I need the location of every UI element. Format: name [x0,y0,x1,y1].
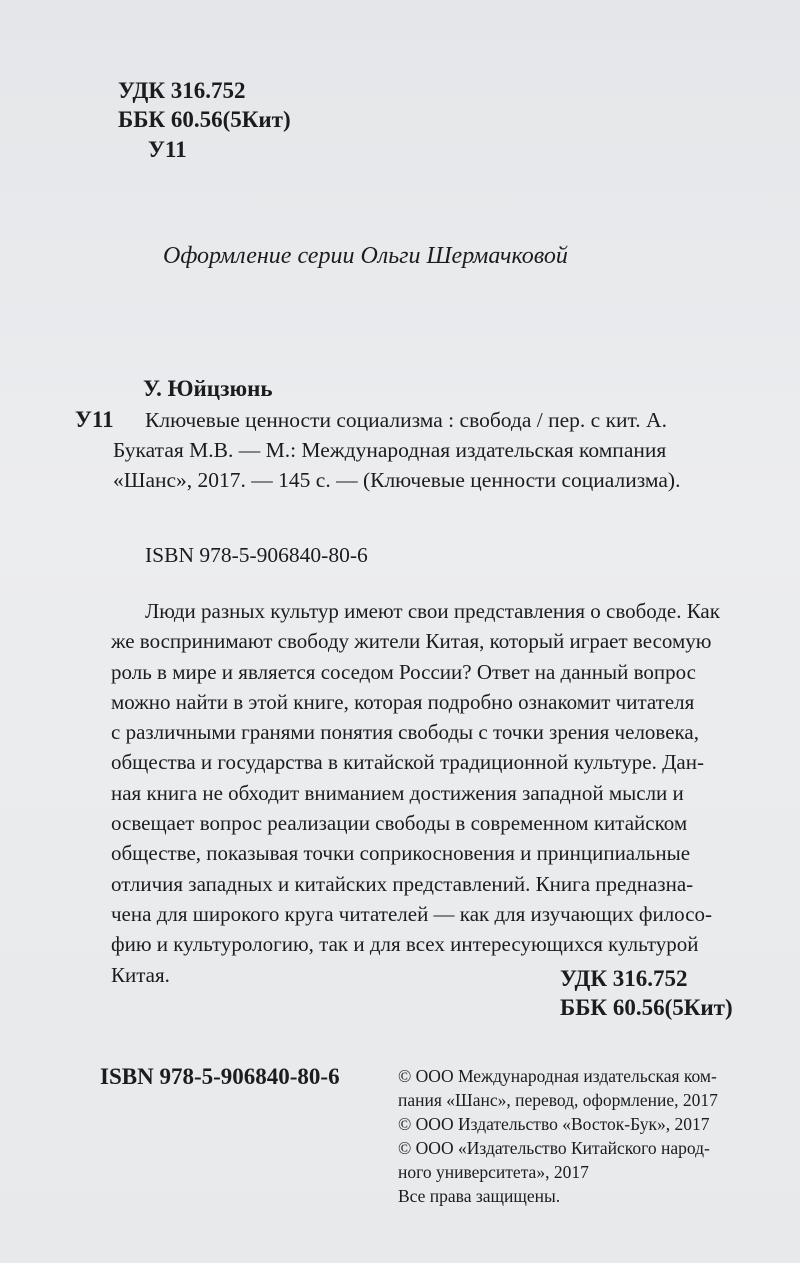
annotation-line: можно найти в этой книге, которая подробно ознакомит читателя [111,689,695,714]
copyright-line: Все права защищены. [398,1186,561,1206]
isbn-footer: ISBN 978-5-906840-80-6 [100,1064,340,1089]
annotation-line: Люди разных культур имеют свои представления о свободе. Как [145,599,720,623]
annotation-line: ная книга не обходит вниманием достижения западной мысли и [111,780,684,805]
author-mark-record: У11 [75,407,114,432]
annotation-line: фию и культурологию, так и для всех интересующихся культурой [111,932,699,957]
annotation-line: же воспринимают свободу жители Китая, который играет весомую [111,629,712,654]
copyright-line: © ООО «Издательство Китайского народ- [398,1138,710,1158]
udk-code-top: УДК 316.752 [118,78,246,103]
bbk-code-top: ББК 60.56(5Кит) [118,107,291,132]
annotation-paragraph [111,596,741,990]
copyright-line: ного университета», 2017 [398,1162,589,1182]
author-mark-top: У11 [148,137,187,162]
isbn-record: ISBN 978-5-906840-80-6 [145,543,368,567]
copyright-line: © ООО Международная издательская ком- [398,1066,717,1086]
copyright-line: © ООО Издательство «Восток-Бук», 2017 [398,1114,710,1134]
bbk-code-bottom: ББК 60.56(5Кит) [560,995,733,1020]
annotation-line: Китая. [111,962,170,987]
annotation-line: обществе, показывая точки соприкосновения и принципиальные [111,841,691,866]
record-line-3: «Шанс», 2017. — 145 с. — (Ключевые ценности социализма). [113,468,681,492]
udk-code-bottom: УДК 316.752 [560,966,688,991]
annotation-line: освещает вопрос реализации свободы в современном китайском [111,811,688,836]
copyright-block [398,1064,718,1208]
author-heading: У. Юйцзюнь [143,376,273,401]
record-line-1: Ключевые ценности социализма : свобода / пер. с кит. А. [145,408,667,432]
annotation-line: роль в мире и является соседом России? Ответ на данный вопрос [111,659,696,684]
copyright-line: пания «Шанс», перевод, оформление, 2017 [398,1090,718,1110]
annotation-line: чена для широкого круга читателей — как для изучающих филосо- [111,901,713,926]
annotation-line: с различными гранями понятия свободы с точки зрения человека, [111,720,699,745]
series-design-credit: Оформление серии Ольги Шермачковой [163,243,568,269]
record-line-2: Букатая М.В. — М.: Международная издательская компания [113,438,667,462]
annotation-line: отличия западных и китайских представлений. Книга предназна- [111,871,694,896]
annotation-line: общества и государства в китайской традиционной культуре. Дан- [111,750,704,775]
